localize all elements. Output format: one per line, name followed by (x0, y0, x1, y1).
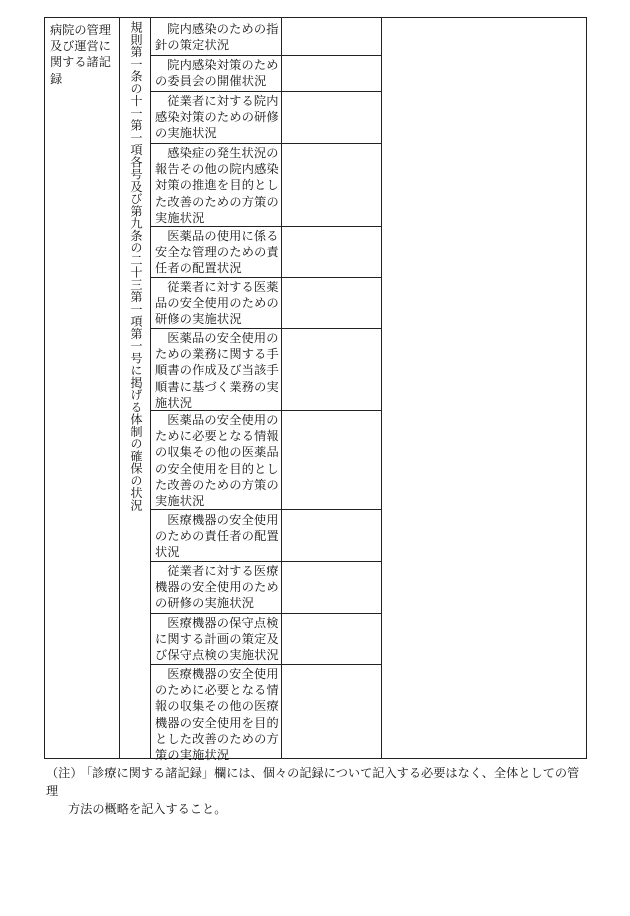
item-device-training: 従業者に対する医療機器の安全使用のための研修の実施状況 (155, 564, 279, 611)
section-label: 病院の管理及び運営に関する諸記録 (50, 23, 111, 86)
item-infection-guideline: 院内感染のための指針の策定状況 (155, 22, 279, 53)
item-device-maintenance: 医療機器の保守点検に関する計画の策定及び保守点検の実施状況 (155, 616, 279, 663)
column-divider-2 (150, 18, 151, 758)
item-drug-manager: 医薬品の使用に係る安全な管理のための責任者の配置状況 (155, 229, 279, 276)
column-divider-4 (381, 18, 382, 758)
row-divider (150, 613, 381, 614)
item-infection-committee: 院内感染対策のための委員会の開催状況 (155, 58, 279, 89)
records-table (44, 17, 587, 763)
item-drug-procedures: 医薬品の安全使用のための業務に関する手順書の作成及び当該手順書に基づく業務の実施状況 (155, 331, 279, 410)
footnote-line-2: 方法の概略を記入すること。 (68, 802, 227, 816)
item-drug-training: 従業者に対する医薬品の安全使用のための研修の実施状況 (155, 280, 279, 327)
item-infection-training: 従業者に対する院内感染対策のための研修の実施状況 (155, 94, 279, 141)
row-divider (150, 226, 381, 227)
column-divider-3 (281, 18, 282, 758)
row-divider (150, 277, 381, 278)
item-infection-improvement: 感染症の発生状況の報告その他の院内感染対策の推進を目的とした改善のための方策の実施状況 (155, 146, 279, 225)
row-divider (150, 143, 381, 144)
regulation-title: 規則第一条の十一第一項各号及び第九条の二十三第一項第一号に掲げる体制の確保の状況 (129, 21, 143, 511)
row-divider (150, 55, 381, 56)
item-device-manager: 医療機器の安全使用のための責任者の配置状況 (155, 513, 279, 560)
item-drug-information: 医薬品の安全使用のために必要となる情報の収集その他の医薬品の安全使用を目的とした改善のための方策の実施状況 (155, 413, 279, 509)
row-divider (150, 561, 381, 562)
row-divider (150, 91, 381, 92)
row-divider (150, 664, 381, 665)
item-device-information: 医療機器の安全使用のために必要となる情報の収集その他の医療機器の安全使用を目的とした改善のための方策の実施状況 (155, 667, 279, 763)
footnote-mark: （注） (46, 766, 83, 780)
footnote (46, 764, 586, 818)
column-divider-1 (119, 18, 120, 758)
footnote-line-1: 「診療に関する諸記録」欄には、個々の記録について記入する必要はなく、全体としての管理 (46, 766, 580, 798)
row-divider (150, 328, 381, 329)
